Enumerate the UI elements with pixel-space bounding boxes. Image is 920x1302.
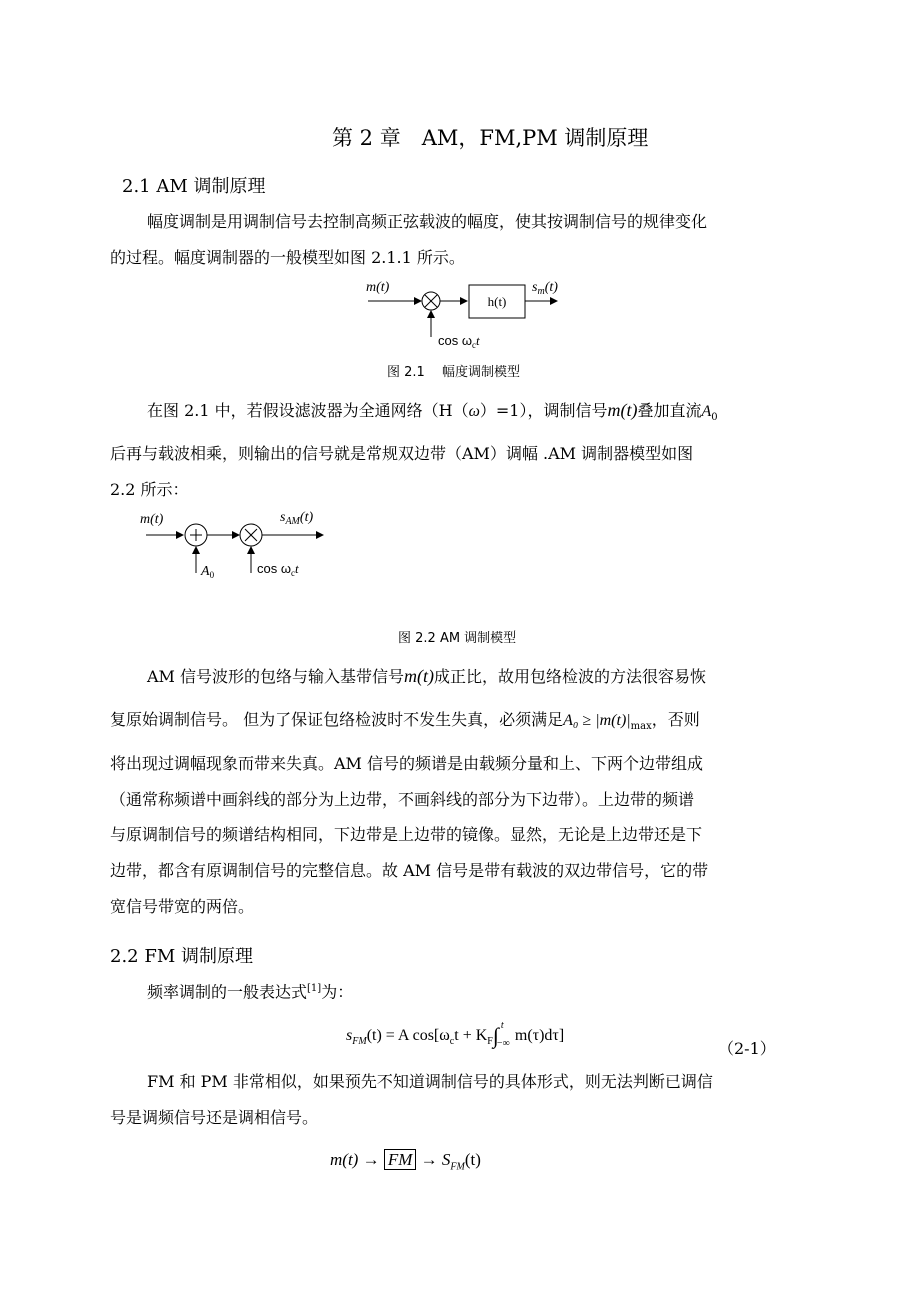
paragraph-line: 后再与载波相乘，则输出的信号就是常规双边带（AM）调幅 .AM 调制器模型如图: [110, 444, 694, 463]
arrow-head-icon: [316, 531, 324, 539]
paragraph-line: 将出现过调幅现象而带来失真。AM 信号的频谱是由载频分量和上、下两个边带组成: [110, 754, 704, 773]
arrow-head-icon: [247, 546, 255, 554]
equation-2-1: $s_{FM}(t) = A$ $\cos[\omega_ct + K_F\int$ t −∞ m(τ)dτ]: [346, 1020, 565, 1050]
fm-flow-expression: m(t) → FM → $S_{FM}(t)$: [330, 1150, 481, 1173]
fm-block: FM: [384, 1149, 417, 1170]
fig2-output-label: $s_{AM}(t)$: [280, 510, 314, 527]
figure-caption: 图 2.2 AM 调制模型: [398, 631, 517, 646]
equation-number: （2-1）: [718, 1039, 776, 1058]
figure-caption: 图 2.1 幅度调制模型: [387, 365, 520, 380]
paragraph-line: AM 信号波形的包络与输入基带信号m(t)成正比，故用包络检波的方法很容易恢: [147, 666, 707, 686]
arrow-head-icon: [176, 531, 184, 539]
paragraph-line: 宽信号带宽的两倍。: [110, 897, 255, 916]
arrow-head-icon: [192, 546, 200, 554]
paragraph-line: 频率调制的一般表达式[1]为：: [147, 982, 354, 1002]
paragraph-line: 复原始调制信号。 但为了保证包络检波时不发生失真，必须满足$A_0 \ge |m(t)|_{max}$，否则: [110, 710, 700, 733]
paragraph-line: FM 和 PM 非常相似，如果预先不知道调制信号的具体形式，则无法判断已调信: [147, 1072, 713, 1091]
section-heading-2-1: 2.1 AM 调制原理: [122, 176, 266, 197]
fig2-dc-label: $A_0$: [201, 564, 215, 580]
arrow-head-icon: [427, 310, 435, 318]
fig1-carrier-label: $\cos \omega_ct$: [438, 333, 480, 350]
arrow-head-icon: [460, 297, 468, 305]
paragraph-line: 2.2 所示：: [110, 480, 189, 499]
chapter-title: 第 2 章 AM，FM,PM 调制原理: [332, 126, 649, 150]
section-heading-2-2: 2.2 FM 调制原理: [110, 946, 253, 967]
arrow-head-icon: [550, 297, 558, 305]
paragraph-line: 号是调频信号还是调相信号。: [110, 1108, 319, 1127]
filter-block-label: h(t): [487, 294, 507, 309]
am-modulation-model-diagram: [360, 275, 580, 355]
arrow-head-icon: [414, 297, 422, 305]
paragraph-line: 边带，都含有原调制信号的完整信息。故 AM 信号是带有载波的双边带信号，它的带: [110, 861, 709, 880]
paragraph-line: 幅度调制是用调制信号去控制高频正弦载波的幅度，使其按调制信号的规律变化: [147, 212, 708, 231]
am-modulator-diagram: [140, 505, 340, 587]
fig2-input-label: m(t): [140, 512, 164, 527]
paragraph-line: 与原调制信号的频谱结构相同，下边带是上边带的镜像。显然，无论是上边带还是下: [110, 825, 703, 844]
paragraph-line: 的过程。幅度调制器的一般模型如图 2.1.1 所示。: [110, 248, 465, 267]
fig1-input-label: m(t): [366, 280, 390, 295]
paragraph-line: （通常称频谱中画斜线的部分为上边带，不画斜线的部分为下边带）。上边带的频谱: [110, 790, 695, 809]
fig1-output-label: $s_m(t)$: [532, 280, 558, 297]
paragraph-line: 在图 2.1 中，若假设滤波器为全通网络（H（ω）=1），调制信号m(t)叠加直流$A_0$: [147, 400, 718, 424]
arrow-head-icon: [232, 531, 240, 539]
fig2-carrier-label: $\cos \omega_ct$: [257, 561, 299, 578]
